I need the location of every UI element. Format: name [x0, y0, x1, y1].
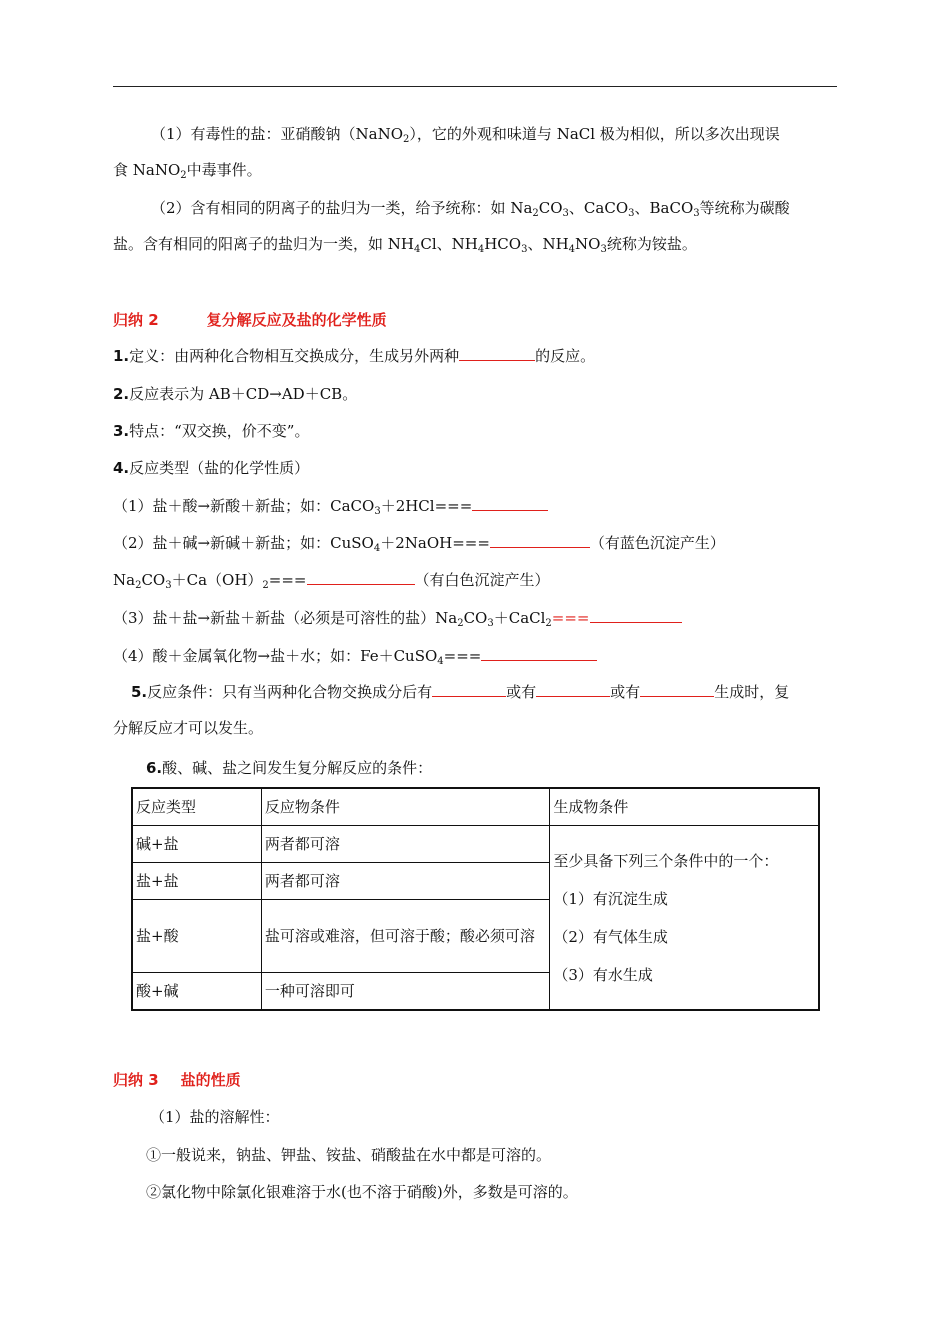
product-condition: 至少具备下列三个条件中的一个：	[553, 851, 779, 870]
intro-paragraph-1: （1）有毒性的盐：亚硝酸钠（NaNO$_2$），它的外观和味道与 NaCl 极为相似，所以多次出现误	[151, 125, 780, 145]
intro-paragraph-2-cont: 盐。含有相同的阳离子的盐归为一类，如 $NH_4Cl$、$NH_4HCO_3$、$NH_4NO_3$统称为铵盐。	[113, 235, 697, 255]
table-cell: 两者都可溶	[261, 826, 550, 863]
table-cell: 酸+碱	[132, 973, 261, 1011]
table-cell: 碱+盐	[132, 826, 261, 863]
definition-line: 1.定义：由两种化合物相互交换成分，生成另外两种 的反应。	[113, 347, 596, 365]
reaction-conditions-table	[131, 787, 820, 1011]
reaction-1: （1）盐＋酸→新酸＋新盐；如：CaCO$_3$＋2HCl===	[113, 496, 837, 516]
solubility-heading: （1）盐的溶解性：	[150, 1108, 280, 1126]
intro-paragraph-1-cont: 食 NaNO$_2$中毒事件。	[113, 161, 262, 181]
feature-line: 3.特点：“双交换，价不变”。	[113, 422, 310, 440]
reaction-2b: $Na_2CO_3+Ca(OH)_2===$ （有白色沉淀产生）	[113, 571, 550, 591]
table-row	[132, 826, 819, 863]
section-3-heading: 归纳 3 盐的性质	[113, 1071, 241, 1089]
product-conditions-cell	[550, 826, 819, 1011]
table-cell: 盐+酸	[132, 900, 261, 973]
product-condition: （3）有水生成	[553, 965, 653, 984]
expression-line: 2.反应表示为 AB＋CD→AD＋CB。	[113, 385, 358, 403]
table-header-cell: 反应类型	[132, 788, 261, 826]
table-intro-line: 6.酸、碱、盐之间发生复分解反应的条件：	[146, 759, 433, 777]
solubility-rule-2: ②氯化物中除氯化银难溶于水(也不溶于硝酸)外，多数是可溶的。	[146, 1183, 578, 1201]
table-cell: 两者都可溶	[261, 863, 550, 900]
product-condition: （1）有沉淀生成	[553, 889, 668, 908]
table-header-cell: 生成物条件	[550, 788, 819, 826]
section-2-heading: 归纳 2 复分解反应及盐的化学性质	[113, 311, 387, 329]
reaction-2: （2）盐＋碱→新碱＋新盐；如：CuSO$_4$＋2NaOH=== （有蓝色沉淀产生）	[113, 534, 725, 554]
condition-line-cont: 分解反应才可以发生。	[113, 719, 264, 737]
condition-line: 5.反应条件：只有当两种化合物交换成分后有 或有 或有 生成时，复	[131, 683, 790, 701]
table-header-row	[132, 788, 819, 826]
table-cell: 盐+盐	[132, 863, 261, 900]
header-rule	[113, 86, 837, 87]
reaction-3: （3）盐＋盐→新盐＋新盐（必须是可溶性的盐）$Na_2CO_3+CaCl_2===$	[113, 608, 837, 628]
reaction-type-line: 4.反应类型（盐的化学性质）	[113, 459, 310, 477]
table-cell: 盐可溶或难溶，但可溶于酸；酸必须可溶	[261, 900, 550, 973]
table-header-cell: 反应物条件	[261, 788, 550, 826]
reaction-4: （4）酸＋金属氧化物→盐＋水；如：Fe＋CuSO$_4$===	[113, 646, 837, 666]
product-condition: （2）有气体生成	[553, 927, 668, 946]
intro-paragraph-2: （2）含有相同的阴离子的盐归为一类，给予统称：如 $Na_2CO_3$、CaCO$_3$、BaCO$_3$等统称为碳酸	[151, 199, 790, 219]
table-cell: 一种可溶即可	[261, 973, 550, 1011]
solubility-rule-1: ①一般说来，钠盐、钾盐、铵盐、硝酸盐在水中都是可溶的。	[146, 1146, 552, 1164]
